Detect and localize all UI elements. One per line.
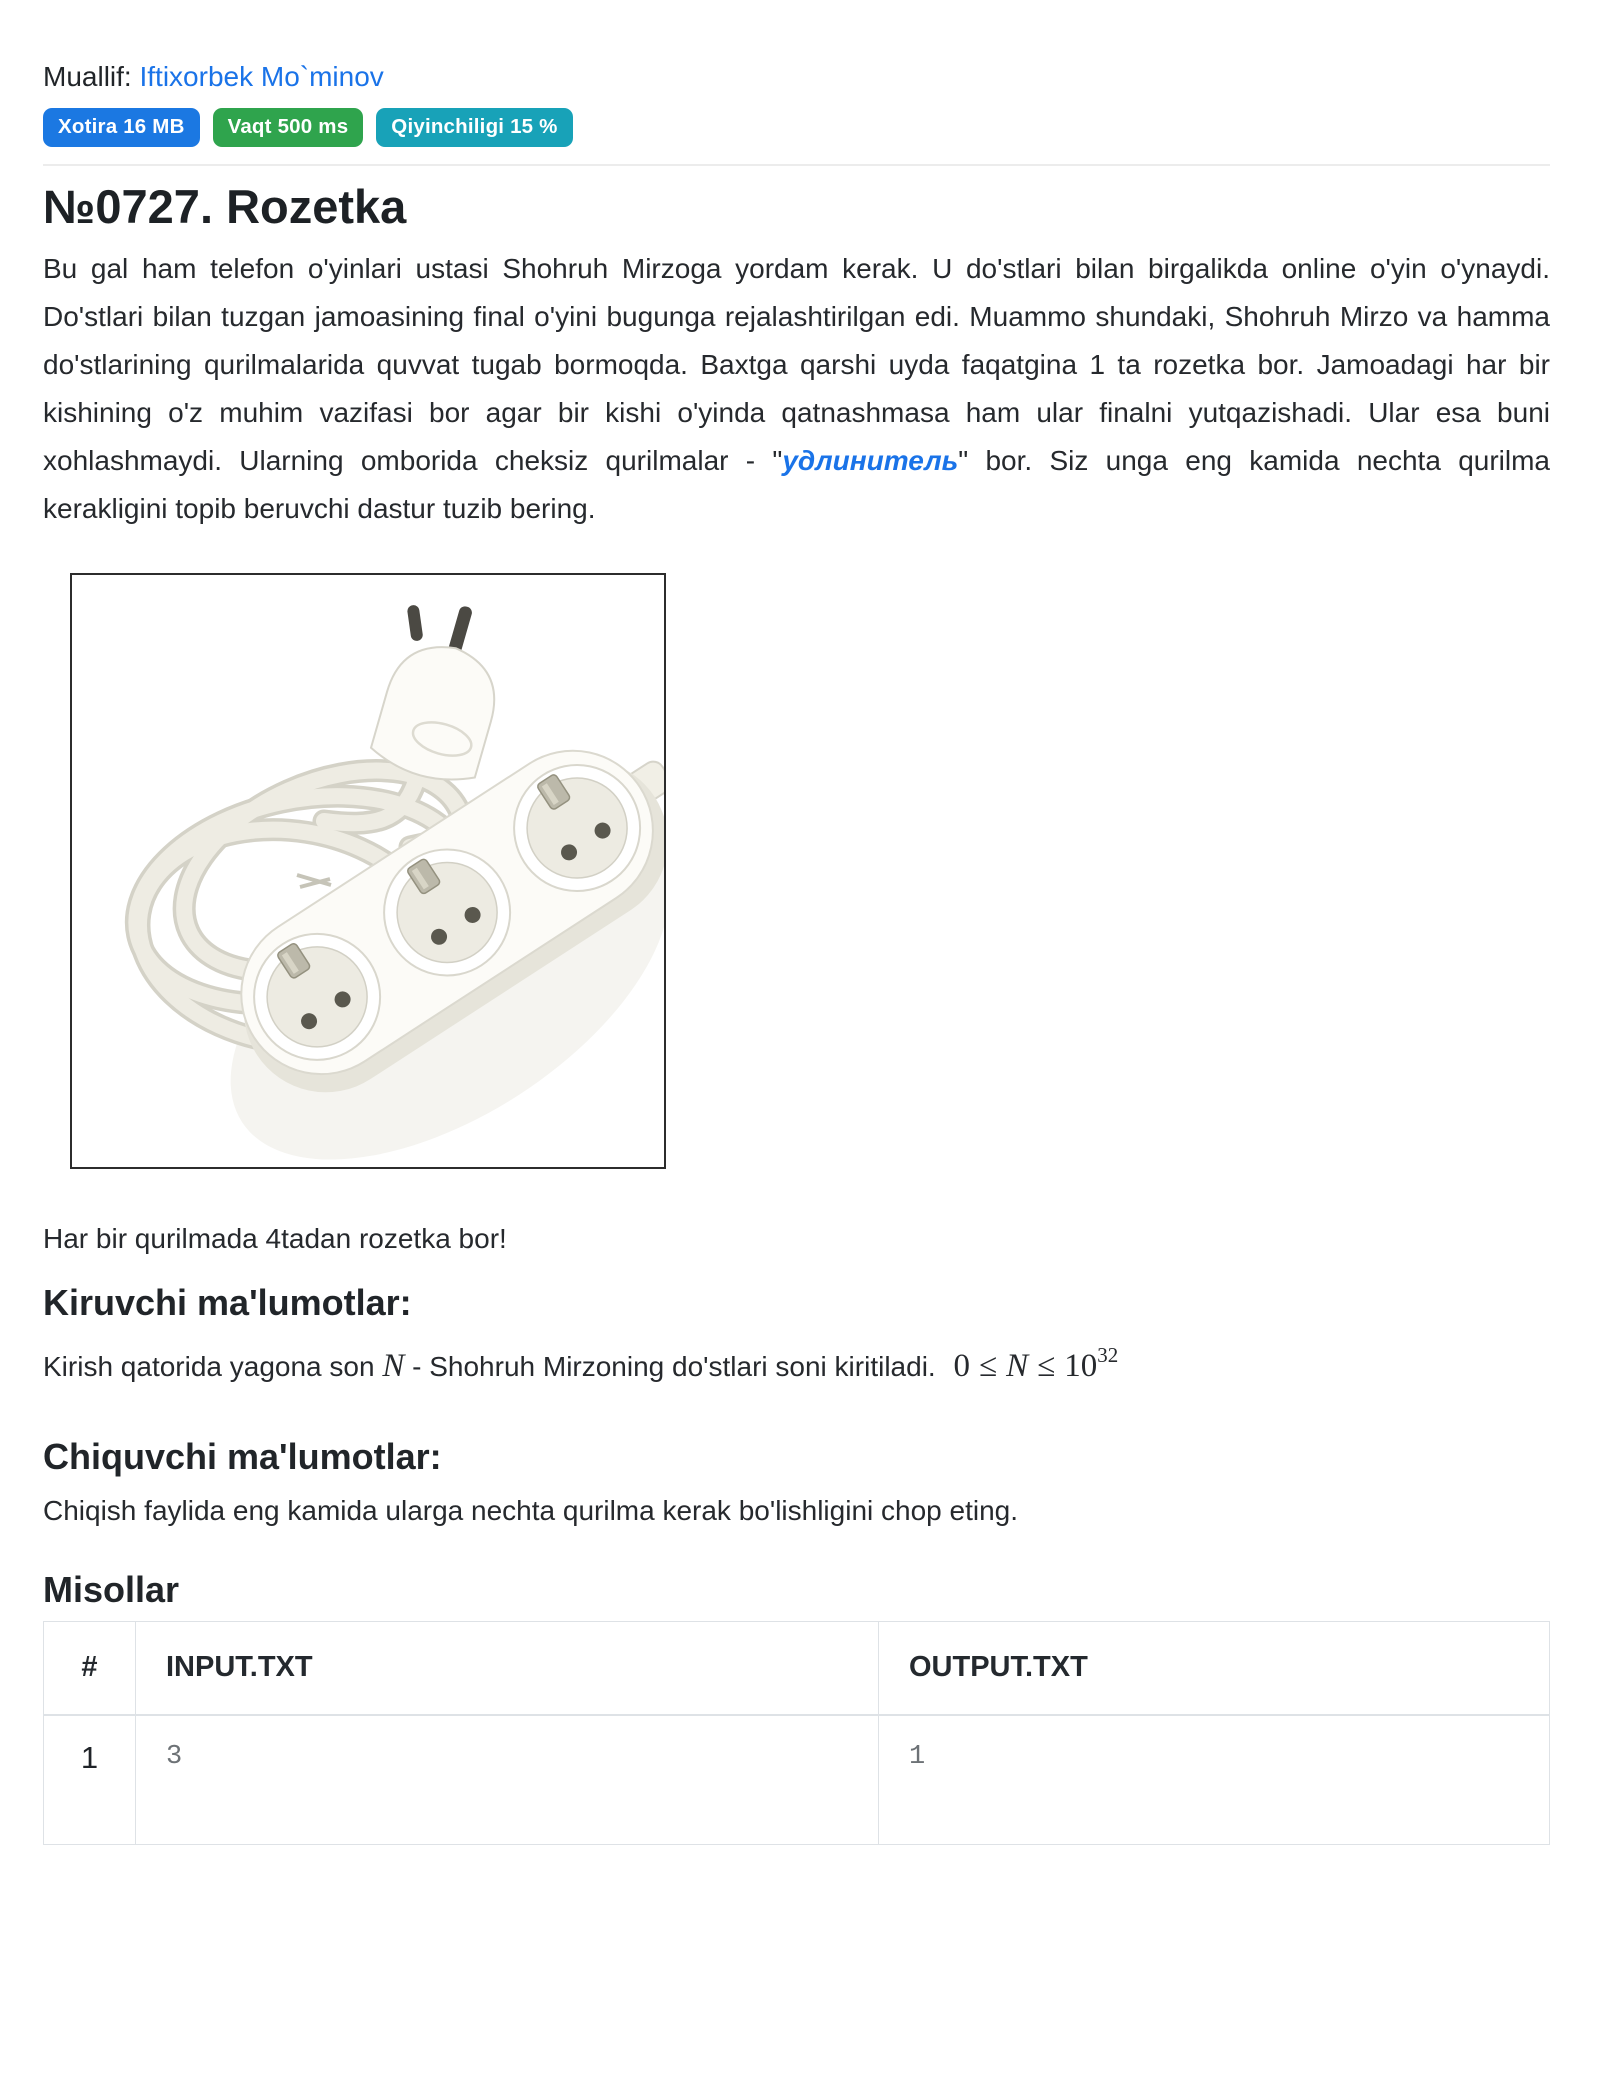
power-strip-illustration xyxy=(72,575,664,1167)
input-section-heading: Kiruvchi ma'lumotlar: xyxy=(43,1281,412,1323)
constraint-exponent: 32 xyxy=(1097,1342,1119,1367)
author-line xyxy=(43,62,1550,92)
math-variable-n: N xyxy=(382,1347,405,1384)
constraint-formula: $0 \le N \le 10^{32}$ xyxy=(953,1342,1119,1384)
memory-badge: Xotira 16 MB xyxy=(43,108,200,147)
examples-header-row xyxy=(44,1621,1550,1715)
statement-text-after: " bor. Siz unga eng kamida nechta qurilma kerakligini topib beruvchi dastur tuzib bering. xyxy=(43,444,1550,524)
input-text-after: - Shohruh Mirzoning do'stlari soni kiritiladi. xyxy=(404,1350,944,1382)
udlinitel-link[interactable]: удлинитель xyxy=(782,444,959,476)
statement-text-before: Bu gal ham telefon o'yinlari ustasi Shohruh Mirzoga yordam kerak. U do'stlari bilan birgalikda online o'yin o'ynaydi. Do'stlari bilan tuzgan jamoasining final o'yini bugunga rejalashtirilgan edi. Muammo shundaki, Shohruh Mirzo va hamma do'stlarining qurilmalarida quvvat tugab bormoqda. Baxtga qarshi uyda faqatgina 1 ta rozetka bor. Jamoadagi har bir kishining o'z muhim vazifasi bor agar bir kishi o'yinda qatnashmasa ham ular finalni yutqazishadi. Ular esa buni xohlashmaydi. Ularning omborida cheksiz qurilmalar - " xyxy=(43,252,1550,476)
example-output-value: 1 xyxy=(879,1715,1550,1845)
example-input-value: 3 xyxy=(136,1715,879,1845)
example-number: 1 xyxy=(44,1715,136,1845)
difficulty-badge: Qiyinchiligi 15 % xyxy=(376,108,572,147)
input-description xyxy=(43,1333,1550,1391)
problem-statement xyxy=(43,245,1550,533)
output-section-heading: Chiquvchi ma'lumotlar: xyxy=(43,1435,442,1477)
input-text-before: Kirish qatorida yagona son xyxy=(43,1350,383,1382)
examples-heading: Misollar xyxy=(43,1568,180,1610)
output-description: Chiqish faylida eng kamida ularga nechta qurilma kerak bo'lishligini chop eting. xyxy=(43,1494,1019,1526)
problem-badges xyxy=(43,108,1550,147)
column-header-input: INPUT.TXT xyxy=(136,1621,879,1715)
examples-table xyxy=(43,1621,1550,1846)
column-header-output: OUTPUT.TXT xyxy=(879,1621,1550,1715)
page-title: №0727. Rozetka xyxy=(43,179,407,233)
time-badge: Vaqt 500 ms xyxy=(213,108,364,147)
column-header-num: # xyxy=(44,1621,136,1715)
author-label: Muallif: xyxy=(43,61,132,92)
header-divider xyxy=(43,164,1550,166)
power-strip-image xyxy=(70,573,666,1169)
example-row xyxy=(44,1715,1550,1845)
note-text: Har bir qurilmada 4tadan rozetka bor! xyxy=(43,1222,507,1254)
author-link[interactable]: Iftixorbek Mo`minov xyxy=(139,61,384,92)
